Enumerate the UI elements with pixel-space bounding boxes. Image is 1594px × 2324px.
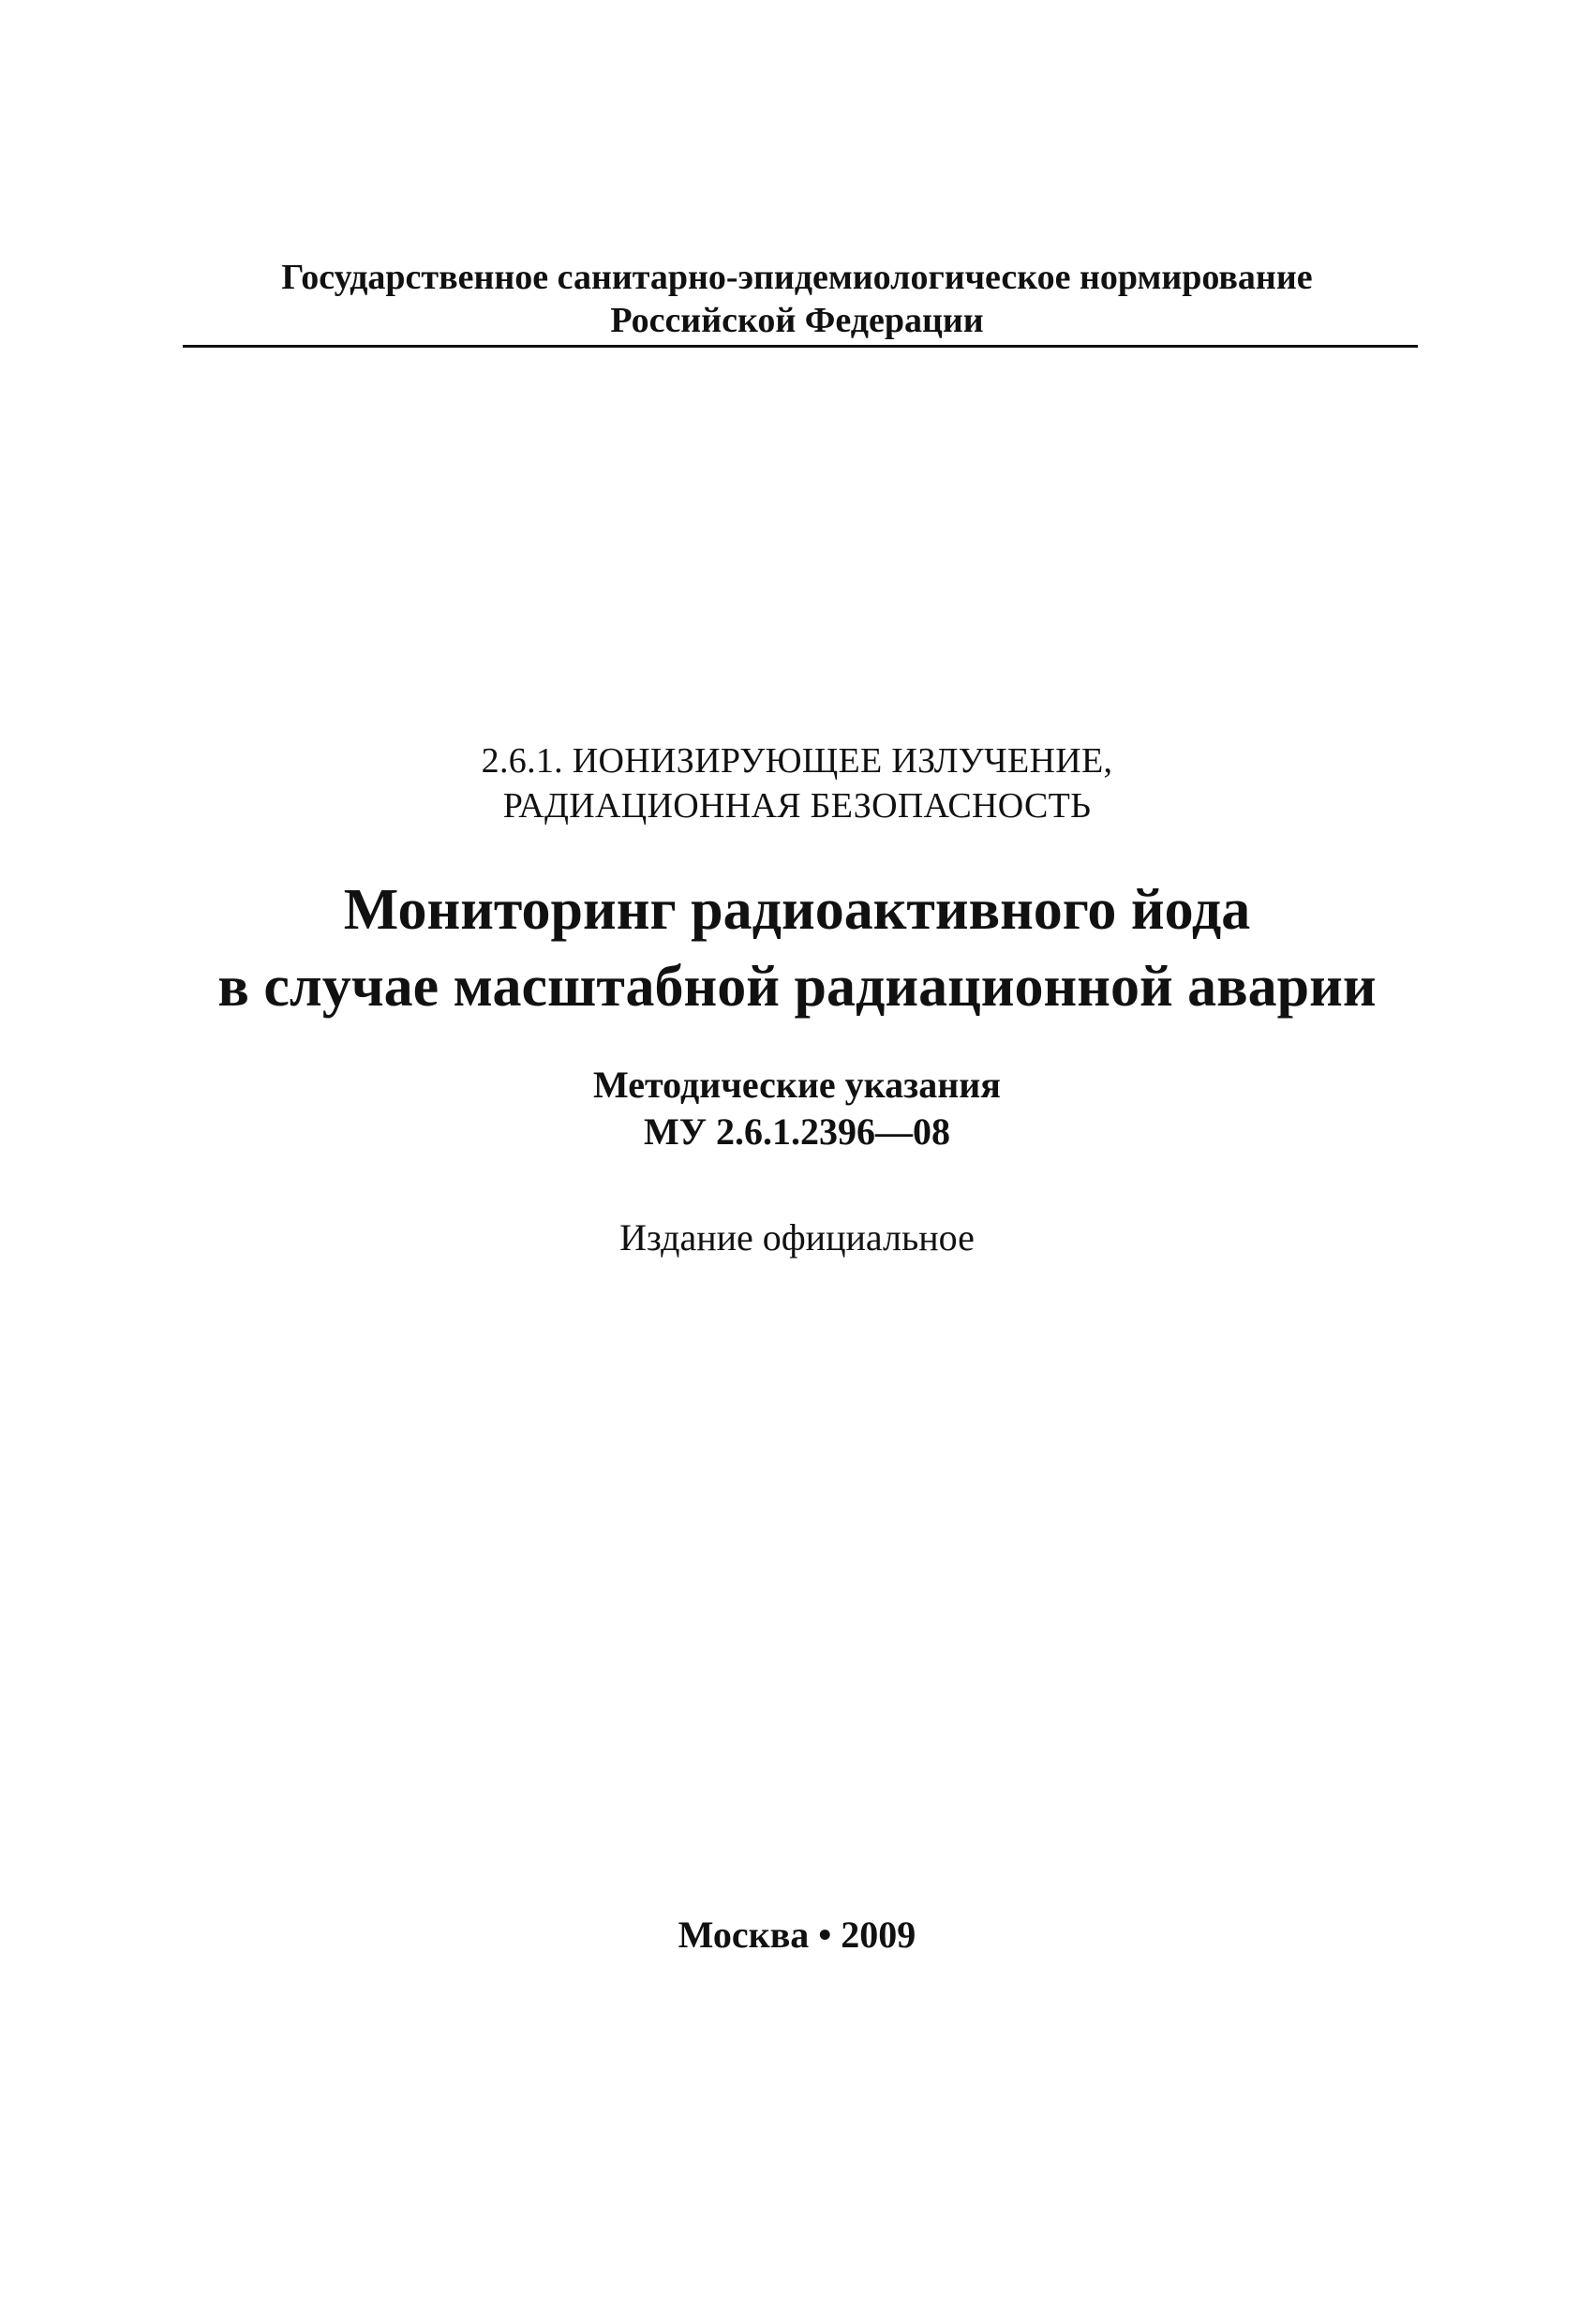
document-type: Методические указания: [593, 1064, 1001, 1106]
edition-label: Издание официальное: [619, 1216, 975, 1259]
header-line-1: Государственное санитарно-эпидемиологическое нормирование: [281, 258, 1313, 297]
document-code: МУ 2.6.1.2396—08: [643, 1110, 951, 1153]
publication-place-year: Москва • 2009: [678, 1914, 916, 1956]
header-line-2: Российской Федерации: [610, 301, 984, 340]
document-title-line-2: в случае масштабной радиационной аварии: [217, 955, 1377, 1019]
section-line-1: 2.6.1. ИОНИЗИРУЮЩЕЕ ИЗЛУЧЕНИЕ,: [481, 741, 1113, 781]
section-line-2: РАДИАЦИОННАЯ БЕЗОПАСНОСТЬ: [502, 786, 1092, 826]
document-title-line-1: Мониторинг радиоактивного йода: [343, 878, 1251, 942]
header-divider: [183, 345, 1418, 348]
